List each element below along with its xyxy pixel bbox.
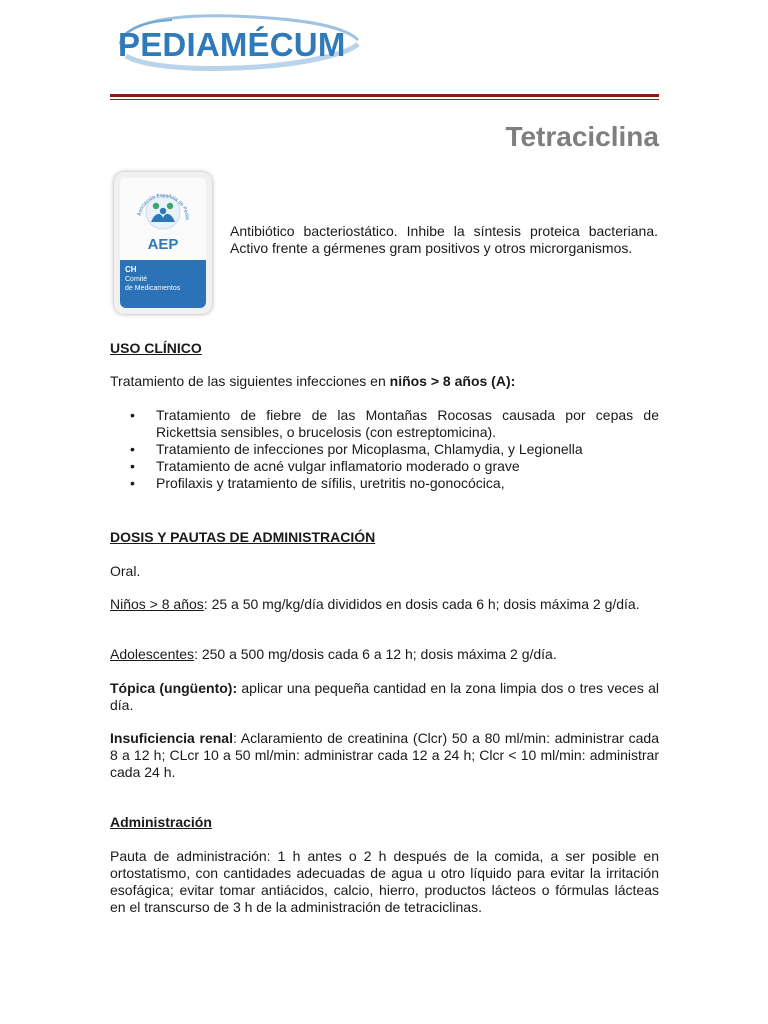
administracion-heading: Administración xyxy=(110,814,212,830)
header-rule-thick xyxy=(110,94,659,97)
intro-paragraph: Antibiótico bacteriostático. Inhibe la síntesis proteica bacteriana. Activo frente a gérmenes gram positivos y otros microrganismos. xyxy=(230,223,658,256)
badge-line-2: de Medicamentos xyxy=(125,285,181,292)
badge-ch: CH xyxy=(125,265,137,274)
badge-committee-panel xyxy=(120,260,206,308)
dosis-renal-label: Insuficiencia renal xyxy=(110,730,233,746)
dosis-topica xyxy=(110,680,659,714)
uso-clinico-lead xyxy=(110,373,659,390)
dosis-renal xyxy=(110,730,659,781)
dosis-adolescentes xyxy=(110,646,659,663)
dosis-ninos xyxy=(110,596,659,613)
badge-line-1: Comité xyxy=(125,276,148,283)
dosis-adol-text: : 250 a 500 mg/dosis cada 6 a 12 h; dosis máxima 2 g/día. xyxy=(194,646,557,662)
uso-clinico-lead-prefix: Tratamiento de las siguientes infecciones en xyxy=(110,373,390,389)
uso-clinico-lead-bold: niños > 8 años (A): xyxy=(389,373,516,389)
aep-emblem-icon xyxy=(120,178,206,238)
list-item: • Tratamiento de acné vulgar inflamatorio moderado o grave xyxy=(110,458,659,475)
dosis-topica-text: aplicar una pequeña cantidad en la zona limpia dos o tres veces al día. xyxy=(110,680,659,713)
dosis-adol-label: Adolescentes xyxy=(110,646,195,662)
dosis-ninos-label: Niños > 8 años xyxy=(110,596,204,612)
list-item: • Profilaxis y tratamiento de sífilis, uretritis no-gonocócica, xyxy=(110,475,659,492)
badge-card xyxy=(120,178,206,308)
uso-clinico-list xyxy=(110,407,659,492)
logo-text: PEDIAMÉCUM xyxy=(118,26,346,63)
pediamecum-logo xyxy=(112,10,362,74)
dosis-renal-text: : Aclaramiento de creatinina (Clcr) 50 a 80 ml/min: administrar cada 8 a 12 h; CLcr 10 a 50 ml/min: administrar cada 12 a 24 h; Clcr < 10 ml/min: administrar cada 24 h. xyxy=(110,730,659,780)
aep-badge xyxy=(114,172,212,314)
dosis-topica-label: Tópica (ungüento): xyxy=(110,680,238,696)
uso-clinico-heading: USO CLÍNICO xyxy=(110,340,202,356)
page-title: Tetraciclina xyxy=(505,121,659,152)
dosis-ninos-text: : 25 a 50 mg/kg/día divididos en dosis cada 6 h; dosis máxima 2 g/día. xyxy=(203,596,640,612)
dosis-heading: DOSIS Y PAUTAS DE ADMINISTRACIÓN xyxy=(110,529,376,545)
badge-acronym: AEP xyxy=(147,236,179,253)
list-item: • Tratamiento de fiebre de las Montañas Rocosas causada por cepas de Rickettsia sensibles, o brucelosis (con estreptomicina). xyxy=(110,407,659,441)
list-item: • Tratamiento de infecciones por Micoplasma, Chlamydia, y Legionella xyxy=(110,441,659,458)
administracion-text: Pauta de administración: 1 h antes o 2 h después de la comida, a ser posible en ortostatismo, con cantidades adecuadas de agua u otro líquido para evitar la irritación esofágica; evitar tomar antiácidos, calcio, hierro, productos lácteos o fórmulas lácteas en el transcurso de 3 h de la administración de tetraciclinas. xyxy=(110,848,659,915)
badge-arc-text: Asociación Española de Pedia xyxy=(136,192,191,221)
header-rule-thin xyxy=(110,99,659,100)
dosis-oral: Oral. xyxy=(110,563,141,579)
